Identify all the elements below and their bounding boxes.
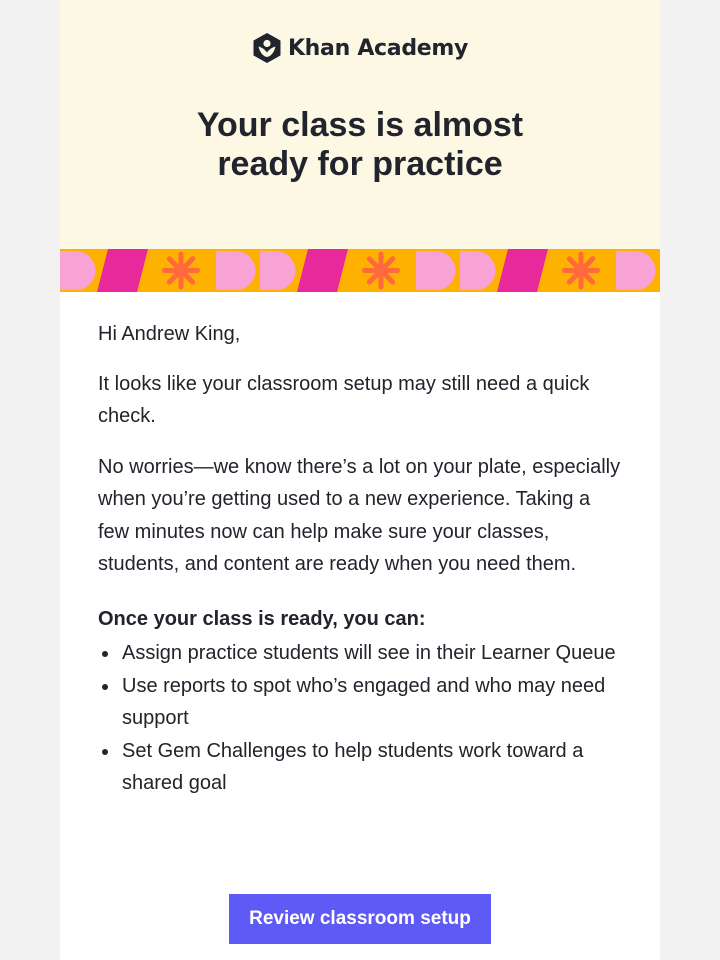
body-paragraph-2: No worries—we know there’s a lot on your plate, especially when you’re getting used to a new experience. Taking a few minutes now can help make sure your classes, students, and content are ready when you need them. [98, 455, 621, 575]
list-item-text: Set Gem Challenges to help students work toward a shared goal [122, 739, 584, 794]
list-item [98, 670, 622, 735]
email-title-line-2: ready for practice [217, 145, 503, 183]
list-item-text: Use reports to spot who’s engaged and who may need support [122, 674, 606, 729]
list-item-text: Assign practice students will see in their Learner Queue [122, 642, 616, 664]
bullet-icon [102, 651, 108, 657]
list-heading: Once your class is ready, you can: [98, 607, 426, 630]
greeting: Hi Andrew King, [98, 323, 241, 345]
review-classroom-setup-button[interactable]: Review classroom setup [229, 894, 491, 944]
decorative-pattern-band [60, 249, 660, 292]
email-header [60, 0, 660, 249]
body-paragraph-1: It looks like your classroom setup may still need a quick check. [98, 372, 590, 427]
brand-logo[interactable] [60, 32, 660, 64]
email-title-line-1: Your class is almost [196, 106, 524, 144]
khan-academy-logo-icon [252, 32, 282, 64]
email-body [60, 292, 660, 800]
cta-container [60, 894, 660, 944]
list-item [98, 735, 622, 800]
brand-name: Khan Academy [287, 35, 469, 61]
email-container [60, 0, 660, 960]
feature-list [98, 637, 622, 800]
email-title [60, 106, 660, 184]
bullet-icon [102, 684, 108, 690]
bullet-icon [102, 749, 108, 755]
list-item [98, 637, 622, 670]
